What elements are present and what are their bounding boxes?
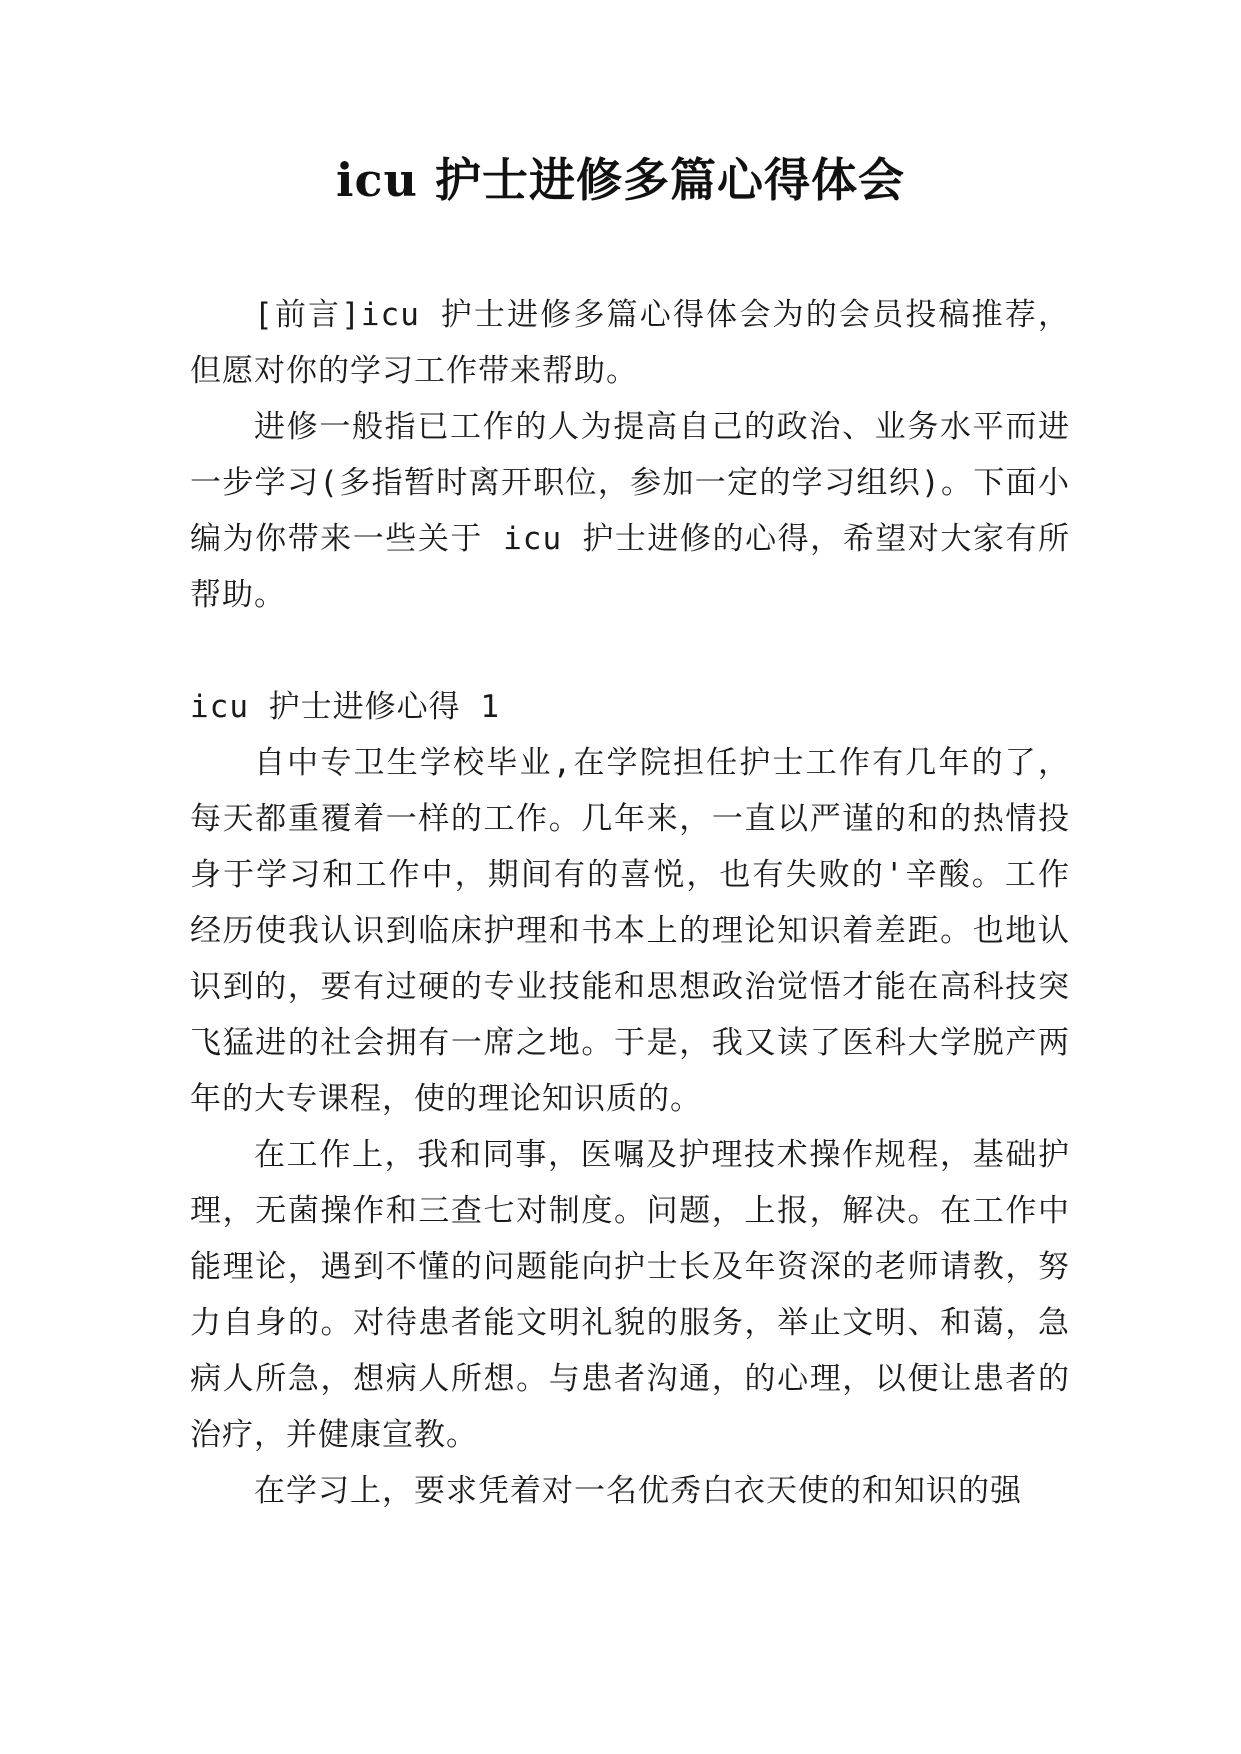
document-body: [190, 287, 1070, 1519]
section-paragraph-work: 在工作上，我和同事，医嘱及护理技术操作规程，基础护理，无菌操作和三查七对制度。问题，上报，解决。在工作中能理论，遇到不懂的问题能向护士长及年资深的老师请教，努力自身的。对待患者能文明礼貌的服务，举止文明、和蔼，急病人所急，想病人所想。与患者沟通，的心理，以便让患者的治疗，并健康宣教。: [190, 1137, 1070, 1453]
section-spacer: [190, 623, 1070, 679]
document-title: icu 护士进修多篇心得体会: [336, 153, 905, 207]
intro-paragraph-definition: 进修一般指已工作的人为提高自己的政治、业务水平而进一步学习(多指暂时离开职位，参加一定的学习组织)。下面小编为你带来一些关于 icu 护士进修的心得，希望对大家有所帮助。: [190, 409, 1070, 613]
section-paragraph-study: 在学习上，要求凭着对一名优秀白衣天使的和知识的强: [254, 1473, 1022, 1509]
intro-paragraph-preface: [前言]icu 护士进修多篇心得体会为的会员投稿推荐，但愿对你的学习工作带来帮助。: [190, 297, 1070, 389]
section-paragraph-background: 自中专卫生学校毕业,在学院担任护士工作有几年的了，每天都重覆着一样的工作。几年来，一直以严谨的和的热情投身于学习和工作中，期间有的喜悦，也有失败的'辛酸。工作经历使我认识到临床护理和书本上的理论知识着差距。也地认识到的，要有过硬的专业技能和思想政治觉悟才能在高科技突飞猛进的社会拥有一席之地。于是，我又读了医科大学脱产两年的大专课程，使的理论知识质的。: [190, 745, 1070, 1117]
section-heading: icu 护士进修心得 1: [190, 689, 500, 725]
